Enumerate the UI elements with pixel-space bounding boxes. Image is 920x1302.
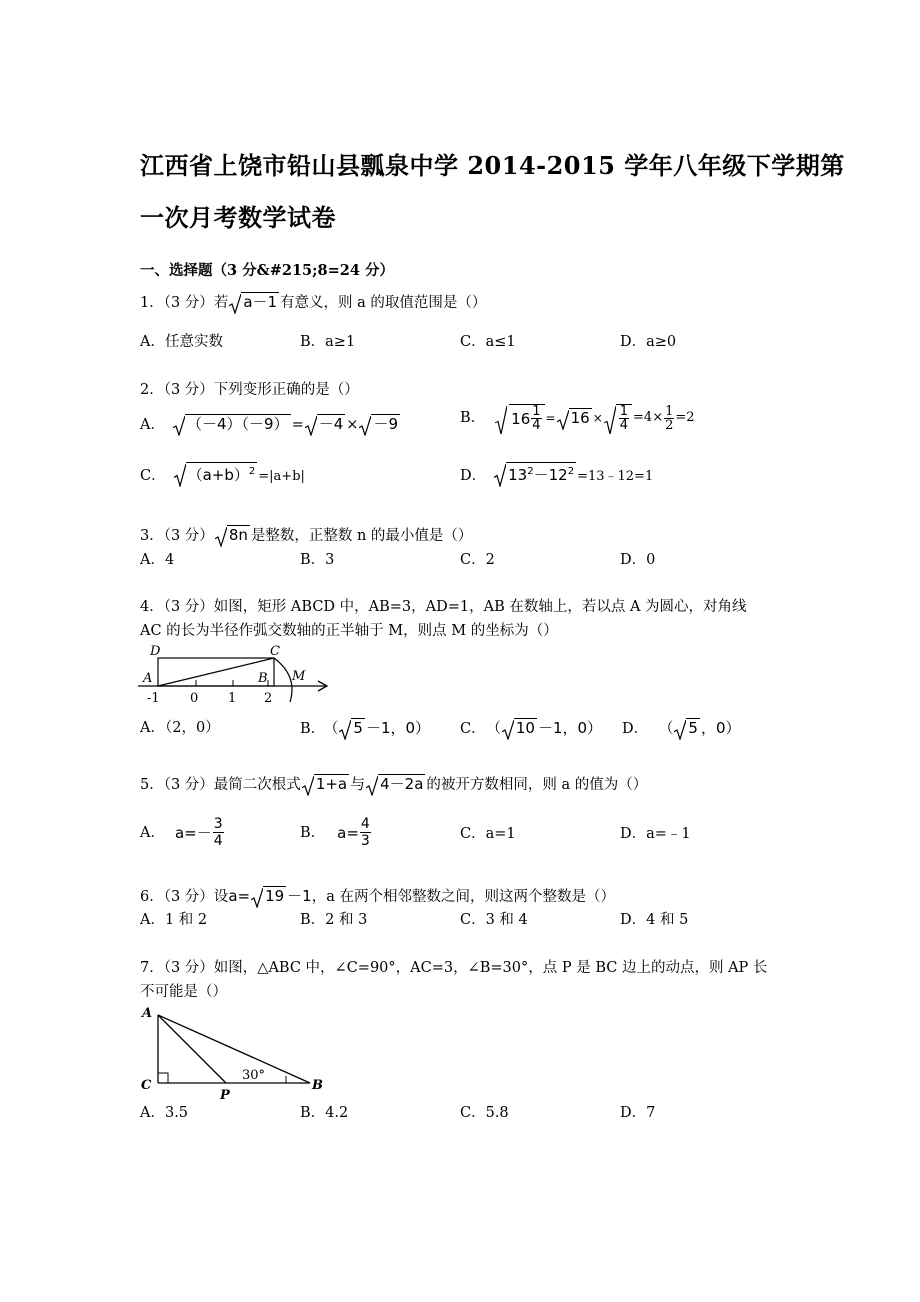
question-6-stem: 6．（3 分）设a= 19 －1，a 在两个相邻整数之间，则这两个整数是（）: [140, 886, 615, 907]
q6-option-c[interactable]: C．3 和 4: [460, 912, 528, 928]
q7-option-d[interactable]: D．7: [620, 1105, 656, 1121]
question-7-line1: 7．（3 分）如图，△ABC 中，∠C=90°，AC=3，∠B=30°，点 P 是 BC 边上的动点，则 AP 长: [140, 960, 768, 976]
question-5-stem: 5．（3 分）最简二次根式 1+a 与 4－2a 的被开方数相同，则 a 的值为（）: [140, 774, 647, 795]
q4-option-a[interactable]: A．（2，0）: [140, 720, 220, 736]
fig4-label-d: D: [150, 644, 161, 659]
q4-option-b[interactable]: B． （ 5 －1，0）: [300, 718, 430, 739]
q2d-label: D．: [460, 468, 487, 484]
q3-radical: 8n: [215, 525, 250, 545]
q2a-radical-3: －9: [359, 414, 400, 434]
q1-option-b[interactable]: B．a≥1: [300, 334, 356, 350]
exam-title-line2: 一次月考数学试卷: [140, 203, 336, 232]
question-3-stem: 3．（3 分） 8n 是整数，正整数 n 的最小值是（）: [140, 525, 472, 546]
question-4-line2: AC 的长为半径作弧交数轴的正半轴于 M，则点 M 的坐标为（）: [140, 623, 558, 639]
q2c-label: C．: [140, 468, 166, 484]
q1-radical: [229, 292, 279, 312]
q4b-radical: 5: [339, 718, 365, 738]
question-1-stem: [140, 292, 486, 313]
fig4-label-a: A: [143, 671, 153, 686]
triangle-figure: [138, 1003, 338, 1103]
q1-option-c[interactable]: C．a≤1: [460, 334, 516, 350]
fig4-tick-1: 1: [228, 691, 237, 706]
fig7-label-b: B: [312, 1078, 323, 1093]
fig4-tick-0: 0: [190, 691, 199, 706]
fig4-label-c: C: [270, 644, 280, 659]
fig4-label-m: M: [292, 669, 306, 684]
q3-option-d[interactable]: D．0: [620, 552, 656, 568]
q6-option-a[interactable]: A．1 和 2: [140, 912, 208, 928]
q2b-radical-1: 16 $\frac{1}{4}$: [495, 404, 544, 432]
q4-option-c[interactable]: C． （ 10 －1，0）: [460, 718, 602, 739]
fig4-label-b: B: [258, 671, 268, 686]
q2-option-a[interactable]: A． （－4）（－9） = －4 × －9: [140, 414, 401, 435]
q2b-radical-3: $\frac{1}{4}$: [604, 404, 632, 432]
q2a-radical-2: －4: [305, 414, 346, 434]
q2a-label: A．: [140, 417, 165, 433]
fig7-label-a: A: [142, 1006, 153, 1021]
q2-option-b[interactable]: B． 16 $\frac{1}{4}$ = 16 × $\frac{1}{4}$ =4× $\frac{1}{2}$ =2: [460, 403, 695, 433]
q3-option-a[interactable]: A．4: [140, 552, 175, 568]
exam-title-line1: 江西省上饶市铅山县瓢泉中学 2014-2015 学年八年级下学期第: [140, 151, 845, 180]
q6-radical: 19: [251, 886, 286, 906]
question-2-stem: 2．（3 分）下列变形正确的是（）: [140, 382, 359, 398]
q1-suffix: 有意义，则 a 的取值范围是（）: [280, 295, 487, 311]
q1-prefix: 1．（3 分）若: [140, 295, 229, 311]
q2a-radical-1: （－4）（－9）: [173, 414, 291, 434]
q4d-radical: 5: [674, 718, 700, 738]
section-heading: 一、选择题（3 分&#215;8=24 分）: [140, 262, 394, 279]
q2-option-d[interactable]: D． $13^2-12^2$ =13﹣12=1: [460, 462, 653, 487]
fig7-label-c: C: [141, 1078, 152, 1093]
q5-radical-2: 4－2a: [366, 774, 425, 794]
q1-radicand: a－1: [243, 293, 278, 311]
fig7-label-p: P: [220, 1088, 230, 1103]
number-line-figure: [138, 640, 333, 708]
q6-option-d[interactable]: D．4 和 5: [620, 912, 689, 928]
q5-option-a[interactable]: A． a=－ $\frac{3}{4}$: [140, 816, 223, 849]
q4-option-d[interactable]: D． （ 5 ，0）: [622, 718, 740, 739]
q2d-radical: $13^2-12^2$: [494, 462, 576, 485]
question-7-line2: 不可能是（）: [140, 984, 227, 1000]
q5-option-c[interactable]: C．a=1: [460, 826, 516, 842]
q3-option-b[interactable]: B．3: [300, 552, 335, 568]
fig4-tick-2: 2: [264, 691, 273, 706]
q7-option-c[interactable]: C．5.8: [460, 1105, 509, 1121]
fig4-tick-neg1: -1: [147, 691, 160, 706]
q4c-radical: 10: [502, 718, 537, 738]
q2-option-c[interactable]: C． $(a+b)^2 =|a+b|$: [140, 462, 305, 487]
q6-option-b[interactable]: B．2 和 3: [300, 912, 368, 928]
q2c-radical: $(a+b)^2$: [174, 462, 258, 485]
q3-option-c[interactable]: C．2: [460, 552, 495, 568]
fig7-angle-label: 30°: [242, 1068, 266, 1083]
q5-radical-1: 1+a: [302, 774, 349, 794]
q7-option-a[interactable]: A．3.5: [140, 1105, 189, 1121]
q5-option-d[interactable]: D．a=﹣1: [620, 826, 691, 842]
q5-option-b[interactable]: B． a= $\frac{4}{3}$: [300, 816, 370, 849]
question-4-line1: 4．（3 分）如图，矩形 ABCD 中，AB=3，AD=1，AB 在数轴上，若以点 A 为圆心，对角线: [140, 599, 747, 615]
q2b-label: B．: [460, 410, 486, 426]
q1-option-a[interactable]: A．任意实数: [140, 334, 223, 350]
q7-option-b[interactable]: B．4.2: [300, 1105, 349, 1121]
q2b-radical-2: 16: [557, 408, 592, 428]
q1-option-d[interactable]: D．a≥0: [620, 334, 677, 350]
